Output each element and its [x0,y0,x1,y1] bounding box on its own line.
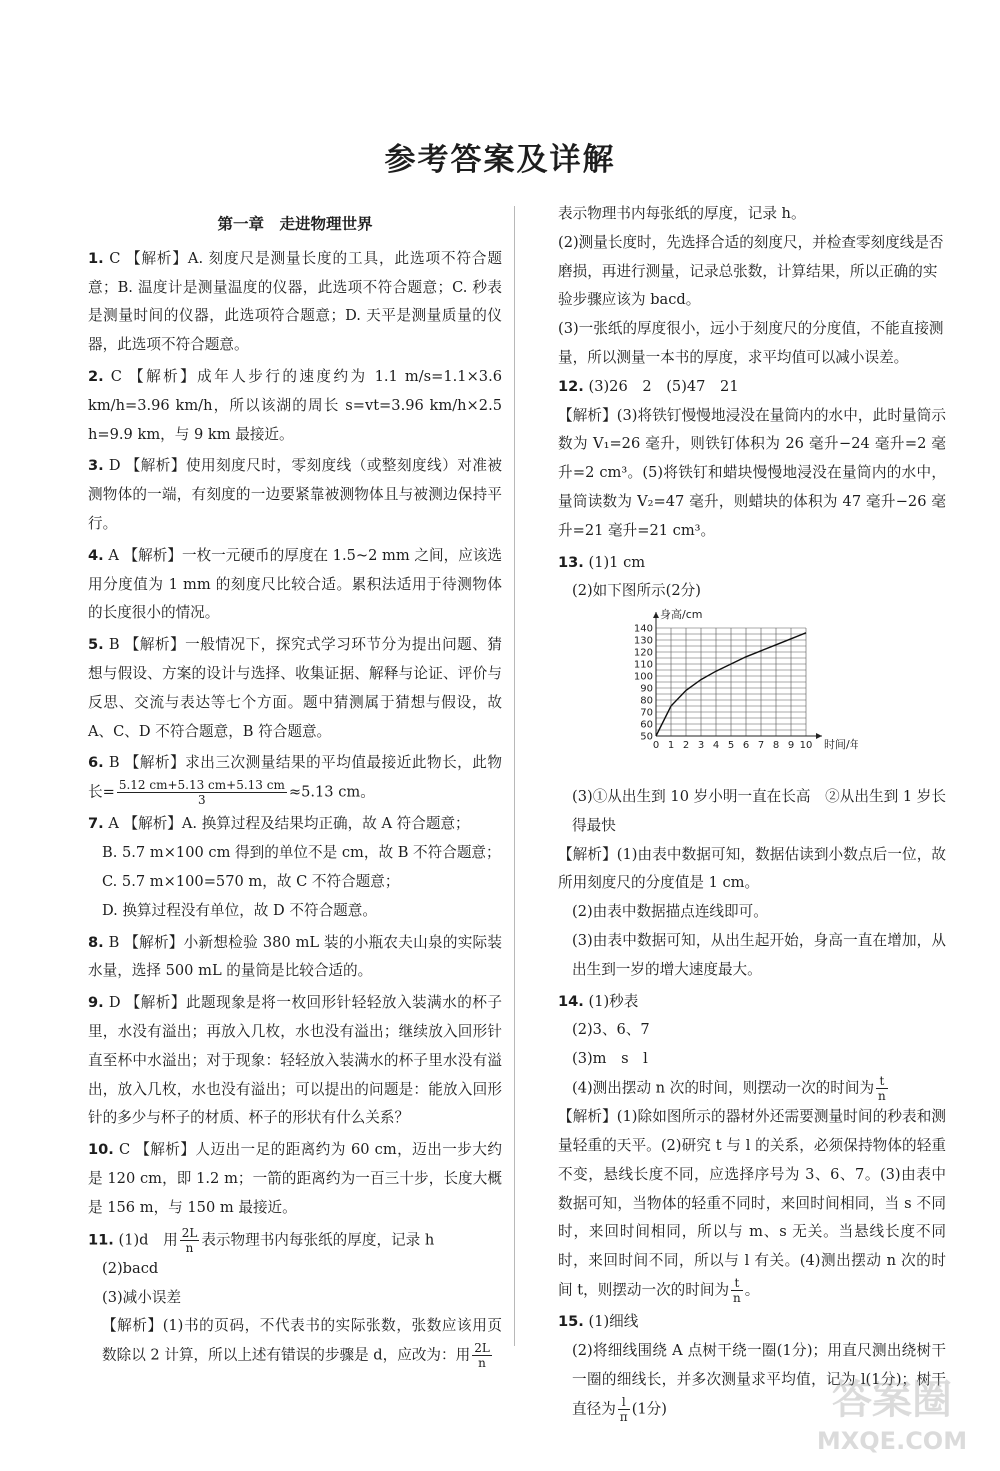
answer-11 [88,1226,502,1371]
y-tick-label: 60 [640,719,653,731]
answer-text: A 【解析】A. 换算过程及结果均正确，故 A 符合题意； [108,815,470,833]
answer-text: D 【解析】使用刻度尺时，零刻度线（或整刻度线）对准被测物体的一端，有刻度的一边要紧靠被测物体且与被测边保持平行。 [88,457,503,532]
answer-2 [88,363,502,449]
x-tick-label: 9 [787,740,795,752]
fraction-numerator: 5.12 cm+5.13 cm+5.13 cm [118,778,285,793]
answer-text: (1)d 用 [118,1231,178,1249]
fraction-numerator: 2L [474,1341,490,1356]
answer-8 [88,929,502,987]
answer-number: 11. [88,1231,114,1249]
x-axis-arrow [816,733,822,739]
answer-10 [88,1136,502,1222]
watermark-logo [802,1365,982,1457]
fraction-denominator: 3 [198,793,206,808]
fraction [731,1276,743,1305]
answer-text: 。 [744,1281,760,1299]
answer-number: 1. [88,249,104,267]
x-tick-label: 1 [667,740,675,752]
fraction-numerator: l [618,1395,630,1410]
answer-number: 3. [88,457,104,475]
answer-7 [88,810,502,925]
fraction-numerator: t [876,1074,888,1089]
answer-text: (1)细线 [588,1313,639,1331]
answer-number: 15. [558,1313,584,1331]
fraction [117,778,287,807]
fraction [618,1395,630,1424]
x-tick-label: 3 [697,740,705,752]
answer-number: 4. [88,546,104,564]
answer-3 [88,452,502,538]
answer-4 [88,542,502,628]
answer-text: (4)测出摆动 n 次的时间，则摆动一次的时间为 [572,1079,875,1097]
answer-text: (2)如下图所示(2分) [572,582,701,600]
answer-number: 13. [558,553,584,571]
answer-number: 10. [88,1141,114,1159]
answer-number: 8. [88,933,104,951]
answer-text: 【解析】(1)除如图所示的器材外还需要测量时间的秒表和测量轻重的天平。(2)研究 t 与 l 的关系，必须保持物体的轻重不变，悬线长度不同，应选择序号为 3、6、7。(3)由表中数据可知，当物体的轻重不同时，来回时间相同，当 s 不同时，来回时间相同，所以与 m、s 无关。当悬线长度不同时，来回时间不同，所以与 l 有关。(4)测出摆动 n 次的时间 t，则摆动一次的时间为 [558,1108,946,1299]
answer-text: ≈5.13 cm。 [288,783,375,801]
answer-text: D 【解析】此题现象是将一枚回形针轻轻放入装满水的杯子里，水没有溢出；再放入几枚，水也没有溢出；继续放入回形针直至杯中水溢出；对于现象：轻轻放入装满水的杯子里水没有溢出，放入几枚，水也没有溢出；可以提出的问题是：能放入回形针的多少与杯子的材质、杯子的形状有什么关系？ [88,994,503,1127]
answer-6 [88,749,502,807]
answer-text: (1分) [631,1400,667,1418]
answer-text: (3)m s l [572,1050,648,1068]
answer-text: (2)测量长度时，先选择合适的刻度尺，并检查零刻度线是否磨损，再进行测量，记录总张数，计算结果，所以正确的实验步骤应该为 bacd。 [558,233,944,309]
fraction-denominator: n [733,1291,741,1305]
x-tick-label: 4 [712,740,720,752]
answer-number: 9. [88,994,104,1012]
fraction [180,1226,200,1255]
answer-text: (3)减小误差 [102,1288,182,1306]
y-tick-label: 80 [640,695,653,707]
x-tick-label: 10 [799,740,813,752]
answer-text: B 【解析】小新想检验 380 mL 装的小瓶农夫山泉的实际装水量，选择 500 mL 的量筒是比较合适的。 [88,933,502,980]
y-axis-label: 身高/cm [660,608,703,622]
answer-14 [558,988,946,1306]
answer-number: 6. [88,754,104,772]
answer-text: C 【解析】成年人步行的速度约为 1.1 m/s=1.1×3.6 km/h=3.96 km/h，所以该湖的周长 s=vt=3.96 km/h×2.5 h=9.9 km，与 9 km 最接近。 [88,367,503,443]
answer-text: C 【解析】人迈出一足的距离约为 60 cm，迈出一步大约是 120 cm，即 1.2 m；一箭的距离约为一百三十步，长度大概是 156 m，与 150 m 最接近。 [88,1141,502,1216]
fraction-denominator: π [619,1409,628,1424]
answer-12 [558,373,946,546]
chapter-title: 第一章 走进物理世界 [217,215,373,233]
fraction-denominator: n [185,1240,194,1255]
answer-text: B 【解析】求出三次测量结果的平均值最接近此物长，此物长= [88,754,502,801]
answer-text: (1)秒表 [588,992,639,1010]
x-tick-label: 8 [772,740,780,752]
fraction [472,1341,492,1370]
answer-text: (3)一张纸的厚度很小，远小于刻度尺的分度值，不能直接测量，所以测量一本书的厚度，求平均值可以减小误差。 [558,320,944,366]
answer-text: C 【解析】A. 刻度尺是测量长度的工具，此选项不符合题意；B. 温度计是测量温度的仪器，此选项不符合题意；C. 秒表是测量时间的仪器，此选项符合题意；D. 天平是测量质量的仪器，此选项不符合题意。 [88,249,503,354]
answer-text: (2)bacd [102,1259,159,1277]
x-tick-label: 0 [652,740,660,752]
fraction-numerator: t [731,1276,743,1291]
answer-text: (2)由表中数据描点连线即可。 [572,903,768,921]
watermark-url: MXQE.COM [816,1427,968,1455]
answer-text: B 【解析】一般情况下，探究式学习环节分为提出问题、猜想与假设、方案的设计与选择、收集证据、解释与论证、评价与反思、交流与表达等七个方面。题中猜测属于猜想与假设，故 A、C、D 不符合题意，B 符合题意。 [88,636,502,740]
answer-number: 12. [558,377,584,395]
page-title: 参考答案及详解 [384,142,616,178]
x-tick-label: 6 [742,740,750,752]
height-chart [618,608,858,768]
answer-text: 【解析】(1)书的页码，不代表书的实际张数，张数应该用页数除以 2 计算，所以上述有错误的步骤是 d，应改为：用 [102,1317,502,1364]
y-tick-label: 110 [633,659,653,671]
answer-text: A 【解析】一枚一元硬币的厚度在 1.5~2 mm 之间，应该选用分度值为 1 mm 的刻度尺比较合适。累积法适用于待测物体的长度很小的情况。 [88,546,502,622]
fraction-denominator: n [878,1088,886,1103]
fraction [876,1074,888,1103]
answer-1 [88,245,502,360]
y-tick-label: 140 [633,623,653,635]
fraction-numerator: 2L [181,1225,198,1240]
answer-text: (3)由表中数据可知，从出生起开始，身高一直在增加，从出生到一岁的增大速度最大。 [572,931,946,978]
watermark-text: 答案圈 [832,1377,952,1423]
answer-number: 7. [88,815,104,833]
y-tick-label: 90 [640,683,653,695]
column-divider [514,206,515,1346]
answer-text: (3)①从出生到 10 岁小明一直在长高 ②从出生到 1 岁长得最快 [572,787,946,834]
answer-text: 【解析】(1)由表中数据可知，数据估读到小数点后一位，故所用刻度尺的分度值是 1 cm。 [558,845,946,892]
answer-text: (2)3、6、7 [572,1021,650,1039]
answer-text: 表示物理书内每张纸的厚度，记录 h。 [558,205,806,222]
right-column [558,200,946,1427]
answer-number: 2. [88,367,104,385]
answer-text: B. 5.7 m×100 cm 得到的单位不是 cm，故 B 不符合题意； [102,844,501,862]
answer-number: 5. [88,636,104,654]
y-tick-label: 70 [640,707,653,719]
x-axis-label: 时间/年 [824,738,858,752]
y-tick-label: 130 [633,635,653,647]
answer-text: 【解析】(3)将铁钉慢慢地浸没在量筒内的水中，此时量筒示数为 V₁=26 毫升，则铁钉体积为 26 毫升−24 毫升=2 毫升=2 cm³。(5)将铁钉和蜡块慢慢地浸没在量筒内的水中，量筒读数为 V₂=47 毫升，则蜡块的体积为 47 毫升−26 毫升=21 毫升=21 cm³。 [558,406,946,539]
left-column [88,210,502,1374]
x-tick-label: 5 [727,740,735,752]
answer-text: (1)1 cm [588,553,646,571]
answer-5 [88,631,502,746]
x-tick-label: 7 [757,740,765,752]
y-tick-label: 120 [633,647,653,659]
y-tick-label: 100 [633,671,653,683]
height-chart-container [618,608,946,779]
answer-text: 表示物理书内每张纸的厚度，记录 h [201,1231,435,1249]
y-axis-arrow [653,612,659,618]
answer-text: C. 5.7 m×100=570 m，故 C 不符合题意； [102,873,400,891]
answer-text: (3)26 2 (5)47 21 [588,377,739,395]
answer-9 [88,989,502,1133]
x-tick-label: 2 [682,740,690,752]
answer-text: (2)将细线围绕 A 点树干绕一圈(1分)；用直尺测出绕树干一圈的细线长，并多次测量求平均值，记为 l(1分)；树干直径为 [572,1342,946,1418]
answer-number: 14. [558,992,584,1010]
y-tick-label: 50 [640,731,653,743]
answer-text: D. 换算过程没有单位，故 D 不符合题意。 [102,901,377,919]
answer-13 [558,549,946,985]
fraction-denominator: n [478,1356,486,1371]
